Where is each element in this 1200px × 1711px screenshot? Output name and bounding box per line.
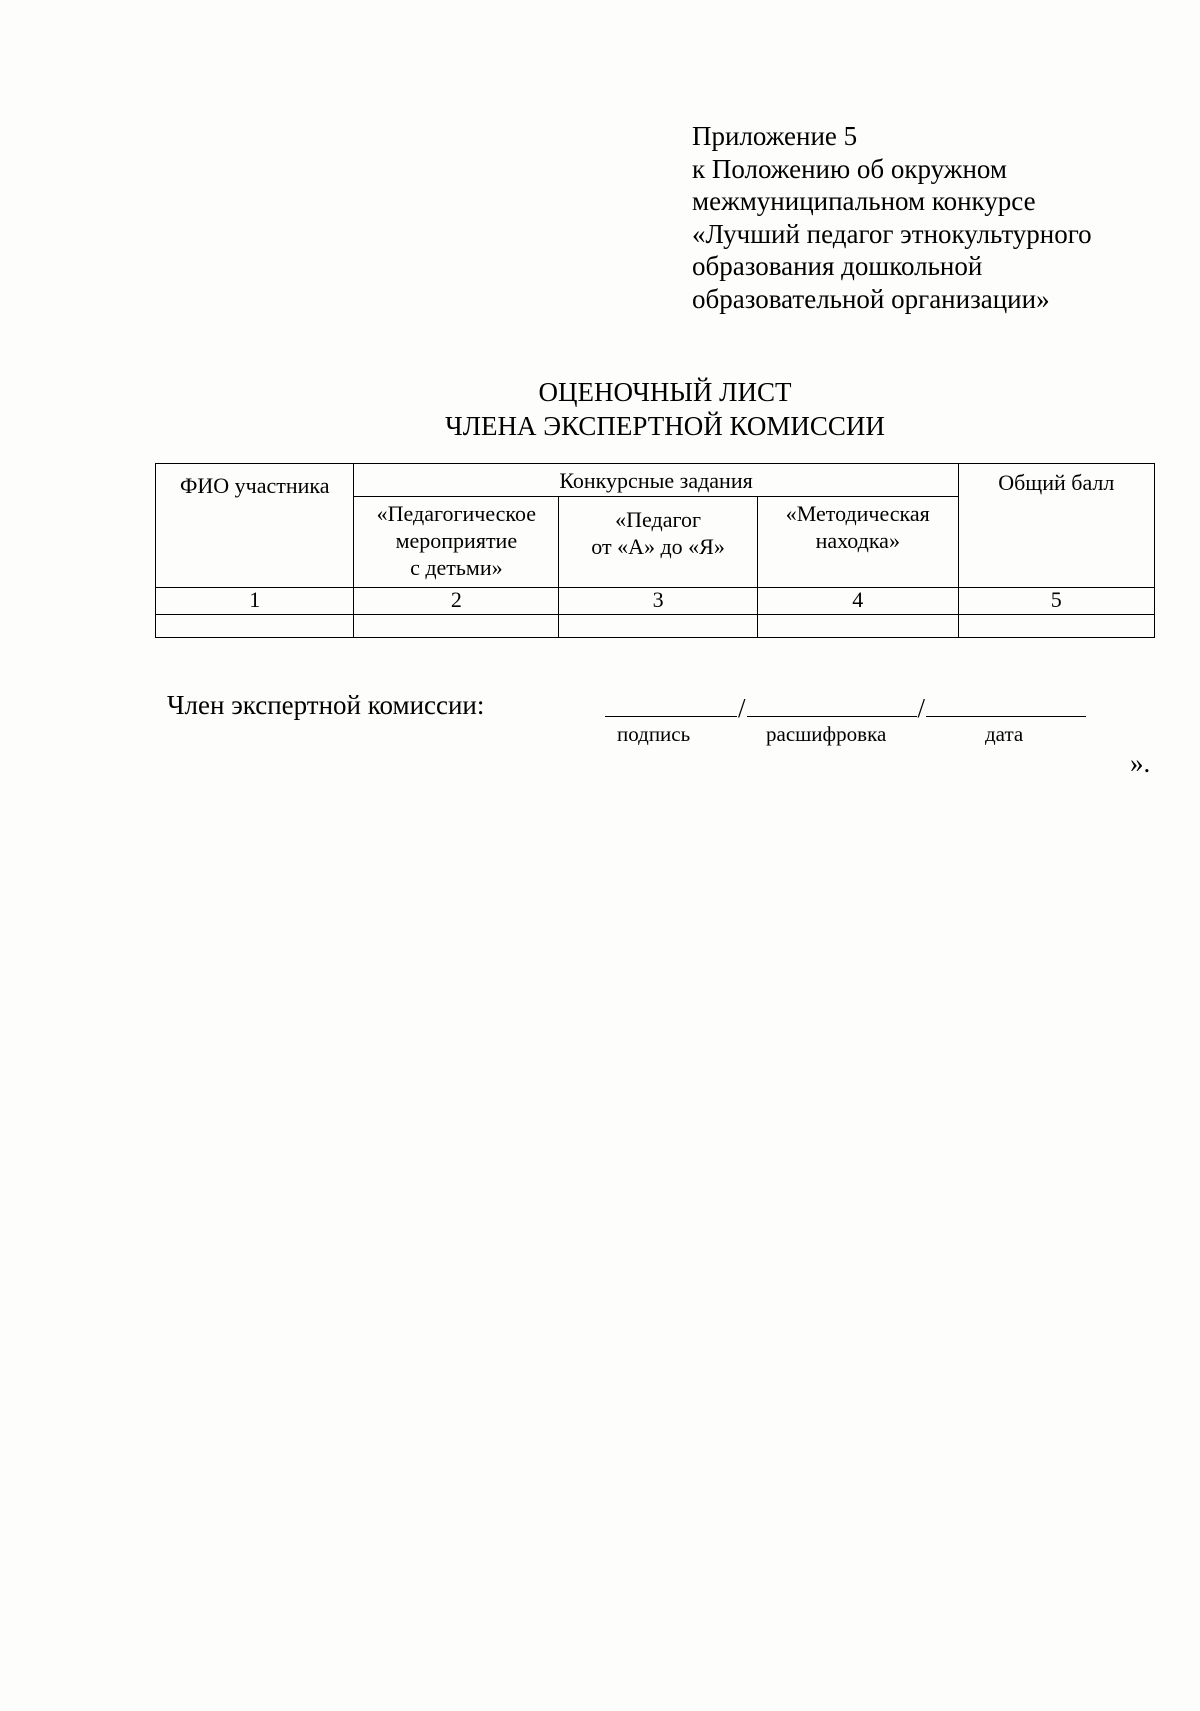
empty-cell[interactable] <box>559 615 758 638</box>
column-number: 2 <box>354 588 559 615</box>
table-header-row <box>156 464 1155 497</box>
appendix-line: Приложение 5 <box>692 121 858 151</box>
header-task-methodical-find <box>757 496 958 587</box>
header-task-line: мероприятие <box>395 527 518 553</box>
column-number: 3 <box>559 588 758 615</box>
empty-cell[interactable] <box>156 615 354 638</box>
document-title <box>0 375 1200 443</box>
title-line-2: ЧЛЕНА ЭКСПЕРТНОЙ КОМИССИИ <box>445 411 885 441</box>
signature-line <box>605 690 1086 724</box>
expert-member-label: Член экспертной комиссии: <box>167 690 485 720</box>
empty-cell[interactable] <box>757 615 958 638</box>
caption-date: дата <box>985 722 1024 746</box>
header-participant-name: ФИО участника <box>156 464 354 588</box>
header-task-line: находка» <box>815 527 900 553</box>
header-task-line: с детьми» <box>410 554 503 580</box>
header-task-line: «Методическая <box>785 500 930 526</box>
caption-decoding: расшифровка <box>766 722 887 746</box>
table-number-row <box>156 588 1155 615</box>
header-task-line: «Педагогическое <box>376 500 537 526</box>
appendix-line: «Лучший педагог этнокультурного <box>692 218 1092 249</box>
empty-cell[interactable] <box>354 615 559 638</box>
table-row <box>156 615 1155 638</box>
column-number: 1 <box>156 588 354 615</box>
separator-slash: / <box>917 693 926 723</box>
empty-cell[interactable] <box>958 615 1154 638</box>
signature-blank[interactable] <box>605 690 737 717</box>
caption-signature: подпись <box>617 722 691 746</box>
separator-slash: / <box>738 693 746 723</box>
header-contest-tasks: Конкурсные задания <box>354 464 958 497</box>
closing-quote: ». <box>1130 748 1151 778</box>
evaluation-table <box>155 463 1155 638</box>
appendix-header <box>692 120 1092 315</box>
header-task-pedagogical-event <box>354 496 559 587</box>
decoding-blank[interactable] <box>747 690 917 717</box>
appendix-line: образовательной организации» <box>692 283 1050 314</box>
date-blank[interactable] <box>926 690 1086 717</box>
title-line-1: ОЦЕНОЧНЫЙ ЛИСТ <box>538 377 792 407</box>
header-task-line: «Педагог <box>615 506 701 532</box>
appendix-line: образования дошкольной <box>692 251 983 281</box>
column-number: 4 <box>757 588 958 615</box>
column-number: 5 <box>958 588 1154 615</box>
header-task-teacher-a-to-z <box>559 496 758 587</box>
appendix-line: к Положению об окружном <box>692 153 1007 184</box>
appendix-line: межмуниципальном конкурсе <box>692 186 1036 216</box>
header-total-score: Общий балл <box>958 464 1154 588</box>
header-task-line: от «А» до «Я» <box>591 533 725 559</box>
